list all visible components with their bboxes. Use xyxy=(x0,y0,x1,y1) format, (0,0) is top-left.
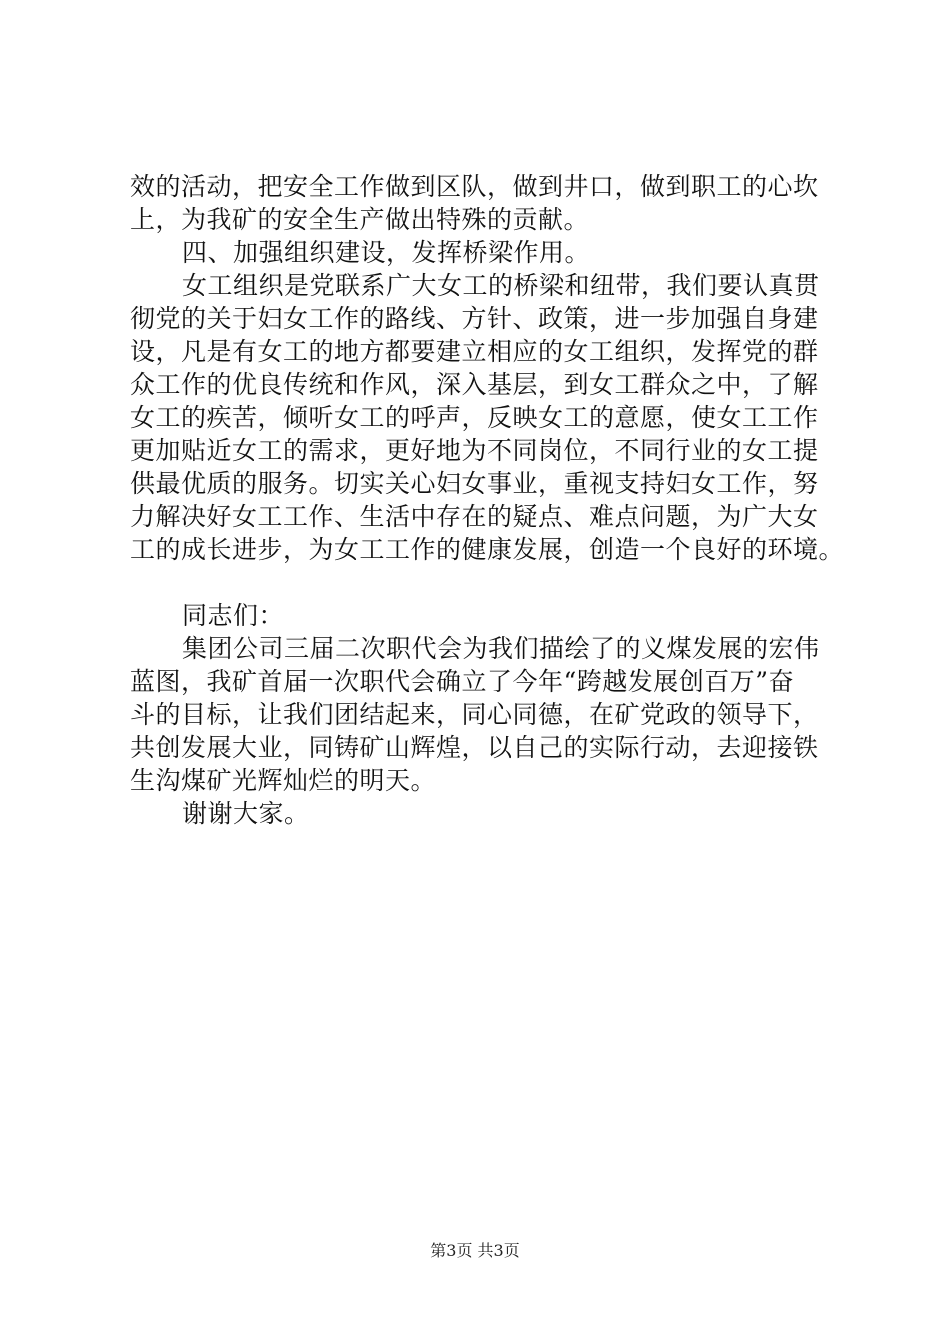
text-line: 彻党的关于妇女工作的路线、方针、政策，进一步加强自身建 xyxy=(130,304,819,333)
salutation: 同志们： xyxy=(182,601,285,630)
text-line: 众工作的优良传统和作风，深入基层，到女工群众之中，了解 xyxy=(130,370,819,399)
text-line: 斗的目标，让我们团结起来，同心同德，在矿党政的领导下， xyxy=(130,700,819,729)
text-line: 共创发展大业，同铸矿山辉煌，以自己的实际行动，去迎接铁 xyxy=(130,733,819,762)
text-line: 女工的疾苦，倾听女工的呼声，反映女工的意愿，使女工工作 xyxy=(130,403,819,432)
text-line: 供最优质的服务。切实关心妇女事业，重视支持妇女工作，努 xyxy=(130,469,819,498)
text-line: 生沟煤矿光辉灿烂的明天。 xyxy=(130,766,437,795)
text-line: 女工组织是党联系广大女工的桥梁和纽带，我们要认真贯 xyxy=(182,271,820,300)
text-line: 更加贴近女工的需求，更好地为不同岗位，不同行业的女工提 xyxy=(130,436,819,465)
text-line: 力解决好女工工作、生活中存在的疑点、难点问题，为广大女 xyxy=(130,502,819,531)
text-line: 蓝图，我矿首届一次职代会确立了今年“跨越发展创百万”奋 xyxy=(130,667,795,696)
closing-line: 谢谢大家。 xyxy=(182,799,310,828)
text-line: 设，凡是有女工的地方都要建立相应的女工组织，发挥党的群 xyxy=(130,337,819,366)
text-line: 集团公司三届二次职代会为我们描绘了的义煤发展的宏伟 xyxy=(182,634,820,663)
document-body xyxy=(130,170,845,830)
text-line: 工的成长进步，为女工工作的健康发展，创造一个良好的环境。 xyxy=(130,535,845,564)
section-heading: 四、加强组织建设，发挥桥梁作用。 xyxy=(182,238,591,267)
page-number: 第3页 共3页 xyxy=(430,1241,520,1260)
paragraph-gap xyxy=(130,566,835,599)
text-line: 效的活动，把安全工作做到区队，做到井口，做到职工的心坎 xyxy=(130,172,819,201)
text-line: 上，为我矿的安全生产做出特殊的贡献。 xyxy=(130,205,590,234)
